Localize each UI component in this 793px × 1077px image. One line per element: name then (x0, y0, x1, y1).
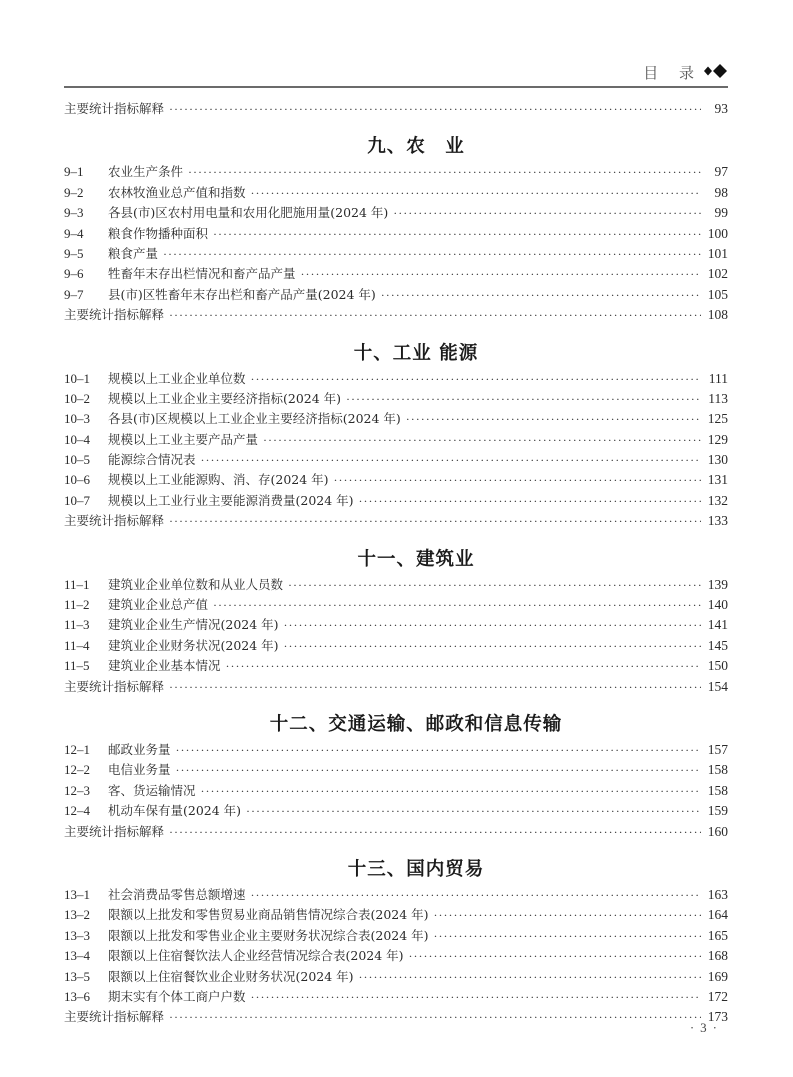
entry-label: 建筑业企业单位数和从业人员数 (108, 576, 284, 592)
entry-label: 主要统计指标解释 (64, 513, 165, 529)
entry-page: 98 (714, 184, 728, 200)
entry-number: 11–5 (64, 658, 90, 674)
entry-number: 9–5 (64, 245, 84, 261)
entry-label: 能源综合情况表 (108, 452, 196, 468)
toc-entry[interactable] (64, 369, 728, 389)
entry-number: 9–1 (64, 164, 84, 180)
entry-number: 10–1 (64, 370, 90, 386)
leader-dots (301, 264, 701, 284)
entry-label: 社会消费品零售总额增速 (108, 886, 246, 902)
entry-number: 13–4 (64, 948, 90, 964)
entry-number: 9–7 (64, 286, 84, 302)
toc-entry[interactable] (64, 656, 728, 676)
entry-page: 154 (707, 678, 728, 694)
toc-entry[interactable] (64, 677, 728, 697)
toc-entry[interactable] (64, 636, 728, 656)
leader-dots (263, 430, 701, 450)
leader-dots (251, 987, 701, 1007)
toc-entry[interactable] (64, 305, 728, 325)
entry-label: 建筑业企业财务状况(2024 年) (108, 637, 279, 653)
footer-page-number: 3 (700, 1020, 707, 1035)
entry-label: 限额以上批发和零售业企业主要财务状况综合表(2024 年) (108, 927, 429, 943)
toc-entry[interactable] (64, 822, 728, 842)
entry-page: 140 (707, 597, 728, 613)
entry-number: 10–2 (64, 390, 90, 406)
leader-dots (201, 781, 701, 801)
entry-page: 163 (707, 886, 728, 902)
entry-label: 主要统计指标解释 (64, 823, 165, 839)
entry-number: 10–7 (64, 492, 90, 508)
entry-number: 10–4 (64, 431, 90, 447)
toc-entry[interactable] (64, 760, 728, 780)
entry-label: 牲畜年末存出栏情况和畜产品产量 (108, 266, 296, 282)
leader-dots (284, 636, 701, 656)
entry-page: 164 (707, 907, 728, 923)
section-title: 九、农 业 (367, 136, 465, 158)
toc-entry[interactable] (64, 926, 728, 946)
leader-dots (284, 615, 701, 635)
footer-dot: · (689, 1020, 695, 1035)
entry-page: 141 (707, 617, 728, 633)
section-title: 十三、国内贸易 (347, 858, 485, 880)
entry-page: 105 (707, 286, 728, 302)
entry-page: 99 (714, 205, 728, 221)
toc-entry[interactable] (64, 967, 728, 987)
toc-entry[interactable] (64, 987, 728, 1007)
toc-entry[interactable] (64, 491, 728, 511)
leader-dots (334, 470, 701, 490)
toc-entry[interactable] (64, 162, 728, 182)
entry-page: 97 (714, 164, 728, 180)
toc-entry[interactable] (64, 203, 728, 223)
entry-page: 160 (707, 823, 728, 839)
leader-dots (226, 656, 701, 676)
entry-label: 主要统计指标解释 (64, 101, 165, 116)
leader-dots (359, 491, 701, 511)
toc-entry[interactable] (64, 595, 728, 615)
entry-label: 粮食产量 (108, 245, 159, 261)
entry-label: 建筑业企业基本情况 (108, 658, 221, 674)
entry-label: 规模以上工业能源购、消、存(2024 年) (108, 472, 329, 488)
entry-label: 主要统计指标解释 (64, 678, 165, 694)
toc-entry[interactable] (64, 264, 728, 284)
entry-label: 客、货运输情况 (108, 782, 196, 798)
leader-dots (251, 885, 701, 905)
entry-number: 11–1 (64, 576, 90, 592)
toc-entry[interactable] (64, 430, 728, 450)
entry-label: 规模以上工业主要产品产量 (108, 431, 259, 447)
entry-number: 10–6 (64, 472, 90, 488)
page-footer (0, 1020, 793, 1036)
entry-page: 131 (707, 472, 728, 488)
toc-entry[interactable] (64, 183, 728, 203)
entry-page: 113 (708, 390, 728, 406)
entry-label: 主要统计指标解释 (64, 1009, 165, 1025)
toc-entry[interactable] (64, 946, 728, 966)
entry-page: 158 (707, 762, 728, 778)
table-of-contents (64, 99, 728, 1028)
entry-label: 各县(市)区规模以上工业企业主要经济指标(2024 年) (108, 411, 401, 427)
entry-page: 130 (707, 452, 728, 468)
entry-number: 12–1 (64, 741, 90, 757)
entry-page: 132 (707, 492, 728, 508)
entry-number: 12–3 (64, 782, 90, 798)
leader-dots (381, 285, 701, 305)
entry-label: 粮食作物播种面积 (108, 225, 209, 241)
entry-number: 12–2 (64, 762, 90, 778)
entry-number: 13–2 (64, 907, 90, 923)
entry-label: 建筑业企业生产情况(2024 年) (108, 617, 279, 633)
entry-page: 129 (707, 431, 728, 447)
entry-label: 邮政业务量 (108, 741, 171, 757)
entry-label: 机动车保有量(2024 年) (108, 803, 242, 819)
entry-number: 13–5 (64, 968, 90, 984)
entry-page: 169 (707, 968, 728, 984)
leader-dots (169, 305, 701, 325)
toc-entry[interactable] (64, 781, 728, 801)
toc-entry[interactable] (64, 244, 728, 264)
leader-dots (213, 595, 701, 615)
entry-number: 13–1 (64, 886, 90, 902)
leader-dots (169, 677, 701, 697)
leader-dots (213, 224, 701, 244)
entry-page: 158 (707, 782, 728, 798)
entry-label: 规模以上工业企业主要经济指标(2024 年) (108, 390, 342, 406)
toc-entry[interactable] (64, 801, 728, 821)
leader-dots (434, 926, 701, 946)
entry-page: 102 (707, 266, 728, 282)
entry-label: 各县(市)区农村用电量和农用化肥施用量(2024 年) (108, 205, 389, 221)
toc-entry[interactable] (64, 224, 728, 244)
entry-page: 111 (708, 370, 728, 386)
toc-entry[interactable] (64, 885, 728, 905)
entry-page: 101 (707, 245, 728, 261)
leader-dots (246, 801, 701, 821)
leader-dots (288, 575, 701, 595)
leader-dots (346, 389, 701, 409)
toc-entry[interactable] (64, 511, 728, 531)
toc-entry[interactable] (64, 740, 728, 760)
entry-number: 9–2 (64, 184, 84, 200)
leader-dots (163, 244, 701, 264)
entry-label: 建筑业企业总产值 (108, 597, 209, 613)
leader-dots (409, 946, 701, 966)
entry-label: 限额以上住宿餐饮业企业财务状况(2024 年) (108, 968, 354, 984)
footer-dot: · (712, 1020, 717, 1035)
entry-number: 12–4 (64, 803, 90, 819)
entry-number: 11–3 (64, 617, 90, 633)
leader-dots (176, 740, 701, 760)
entry-page: 139 (707, 576, 728, 592)
diamonds-icon (704, 64, 728, 78)
toc-entry[interactable] (64, 99, 728, 119)
section-title: 十二、交通运输、邮政和信息传输 (269, 713, 563, 735)
entry-label: 规模以上工业企业单位数 (108, 370, 246, 386)
toc-entry[interactable] (64, 905, 728, 925)
entry-number: 13–6 (64, 988, 90, 1004)
entry-page: 145 (707, 637, 728, 653)
entry-page: 150 (707, 658, 728, 674)
entry-page: 133 (707, 513, 728, 529)
toc-entry[interactable] (64, 389, 728, 409)
entry-number: 9–6 (64, 266, 84, 282)
leader-dots (393, 203, 701, 223)
leader-dots (169, 511, 701, 531)
toc-entry[interactable] (64, 575, 728, 595)
entry-number: 13–3 (64, 927, 90, 943)
entry-label: 主要统计指标解释 (64, 307, 165, 323)
entry-label: 农林牧渔业总产值和指数 (108, 184, 246, 200)
entry-label: 规模以上工业行业主要能源消费量(2024 年) (108, 492, 354, 508)
entry-page: 125 (707, 411, 728, 427)
entry-number: 10–3 (64, 411, 90, 427)
entry-number: 9–4 (64, 225, 84, 241)
entry-label: 期末实有个体工商户户数 (108, 988, 246, 1004)
toc-entry[interactable] (64, 450, 728, 470)
entry-page: 159 (707, 803, 728, 819)
leader-dots (406, 409, 701, 429)
leader-dots (169, 822, 701, 842)
running-header (64, 60, 728, 88)
entry-page: 172 (707, 988, 728, 1004)
leader-dots (434, 905, 701, 925)
entry-label: 限额以上住宿餐饮法人企业经营情况综合表(2024 年) (108, 948, 404, 964)
entry-page: 165 (707, 927, 728, 943)
entry-number: 11–2 (64, 597, 90, 613)
entry-page: 100 (707, 225, 728, 241)
entry-label: 农业生产条件 (108, 164, 184, 180)
entry-label: 限额以上批发和零售贸易业商品销售情况综合表(2024 年) (108, 907, 429, 923)
toc-entry[interactable] (64, 285, 728, 305)
entry-number: 10–5 (64, 452, 90, 468)
leader-dots (359, 967, 701, 987)
entry-number: 9–3 (64, 205, 84, 221)
entry-page: 108 (707, 307, 728, 323)
section-title: 十、工业 能源 (353, 342, 479, 364)
header-title: 目 录 (643, 64, 702, 82)
entry-page: 168 (707, 948, 728, 964)
entry-page: 157 (707, 741, 728, 757)
toc-entry[interactable] (64, 470, 728, 490)
leader-dots (188, 162, 701, 182)
entry-number: 11–4 (64, 637, 90, 653)
leader-dots (251, 369, 701, 389)
entry-label: 县(市)区牲畜年末存出栏和畜产品产量(2024 年) (108, 286, 376, 302)
leader-dots (201, 450, 701, 470)
toc-entry[interactable] (64, 615, 728, 635)
entry-label: 电信业务量 (108, 762, 171, 778)
entry-page: 93 (714, 101, 728, 116)
leader-dots (251, 183, 701, 203)
toc-entry[interactable] (64, 409, 728, 429)
entry-page: 173 (707, 1009, 728, 1025)
leader-dots (176, 760, 701, 780)
leader-dots (169, 99, 701, 119)
section-title: 十一、建筑业 (357, 548, 475, 570)
